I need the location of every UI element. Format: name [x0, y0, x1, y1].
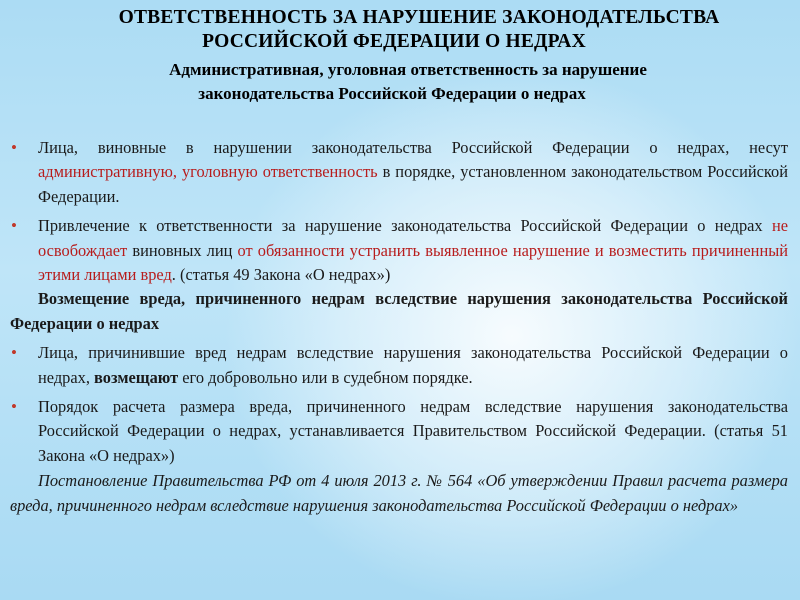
bullet-icon: •	[11, 397, 17, 417]
bullet-icon: •	[11, 216, 17, 236]
bullet-paragraph-1	[0, 136, 800, 209]
bullet-paragraph-2	[0, 214, 800, 287]
bullet-paragraph-4	[0, 395, 800, 468]
slide-title	[0, 6, 800, 54]
slide-title-line-1: ОТВЕТСТВЕННОСТЬ ЗА НАРУШЕНИЕ ЗАКОНОДАТЕЛЬСТВА	[118, 7, 720, 28]
p4-text: Порядок расчета размера вреда, причиненного недрам вследствие нарушения законодательства Российской Федерации о недрах, устанавливается Правительством Российской Федерации. (статья 51 Закона «О недрах»)	[38, 397, 788, 465]
p3-bold: возмещают	[94, 367, 179, 387]
slide-subtitle-line-2: законодательства Российской Федерации о недрах	[198, 84, 586, 103]
p2-text-b: виновных лиц	[127, 240, 238, 260]
bullet-icon: •	[11, 138, 17, 157]
slide-subtitle-line-1: Административная, уголовная ответственность за нарушение	[169, 60, 647, 79]
decree-note: Постановление Правительства РФ от 4 июля 2013 г. № 564 «Об утверждении Правил расчета размера вреда, причиненного недрам вследствие нарушения законодательства Российской Федерации о недрах»	[10, 471, 788, 515]
p2-text-a: Привлечение к ответственности за нарушение законодательства Российской Федерации о недрах	[38, 216, 772, 236]
bullet-icon: •	[11, 343, 17, 363]
slide-title-line-2: РОССИЙСКОЙ ФЕДЕРАЦИИ О НЕДРАХ	[202, 31, 586, 52]
p3-text-a: Лица, причинившие вред недрам вследствие нарушения законодательства Российской Федерации о недрах,	[38, 343, 788, 387]
p1-text-a: Лица, виновные в нарушении законодательства Российской Федерации о недрах, несут	[38, 138, 788, 157]
bullet-paragraph-3	[0, 341, 800, 390]
p1-highlight: административную, уголовную ответственность	[38, 162, 378, 182]
p2-highlight-1: не освобождает	[38, 216, 788, 260]
p3-text-b: его добровольно или в судебном порядке.	[178, 367, 473, 387]
slide-subtitle	[0, 58, 800, 106]
slide-body	[0, 136, 800, 600]
p2-highlight-2: от обязанности устранить выявленное нарушение и возместить причиненный этими лицами вред	[38, 240, 788, 285]
p2-text-c: . (статья 49 Закона «О недрах»)	[171, 265, 391, 285]
p1-text-b: в порядке, установленном законодательством Российской Федерации.	[38, 162, 788, 206]
section-heading: Возмещение вреда, причиненного недрам вследствие нарушения законодательства Российской Федерации о недрах	[10, 289, 788, 333]
